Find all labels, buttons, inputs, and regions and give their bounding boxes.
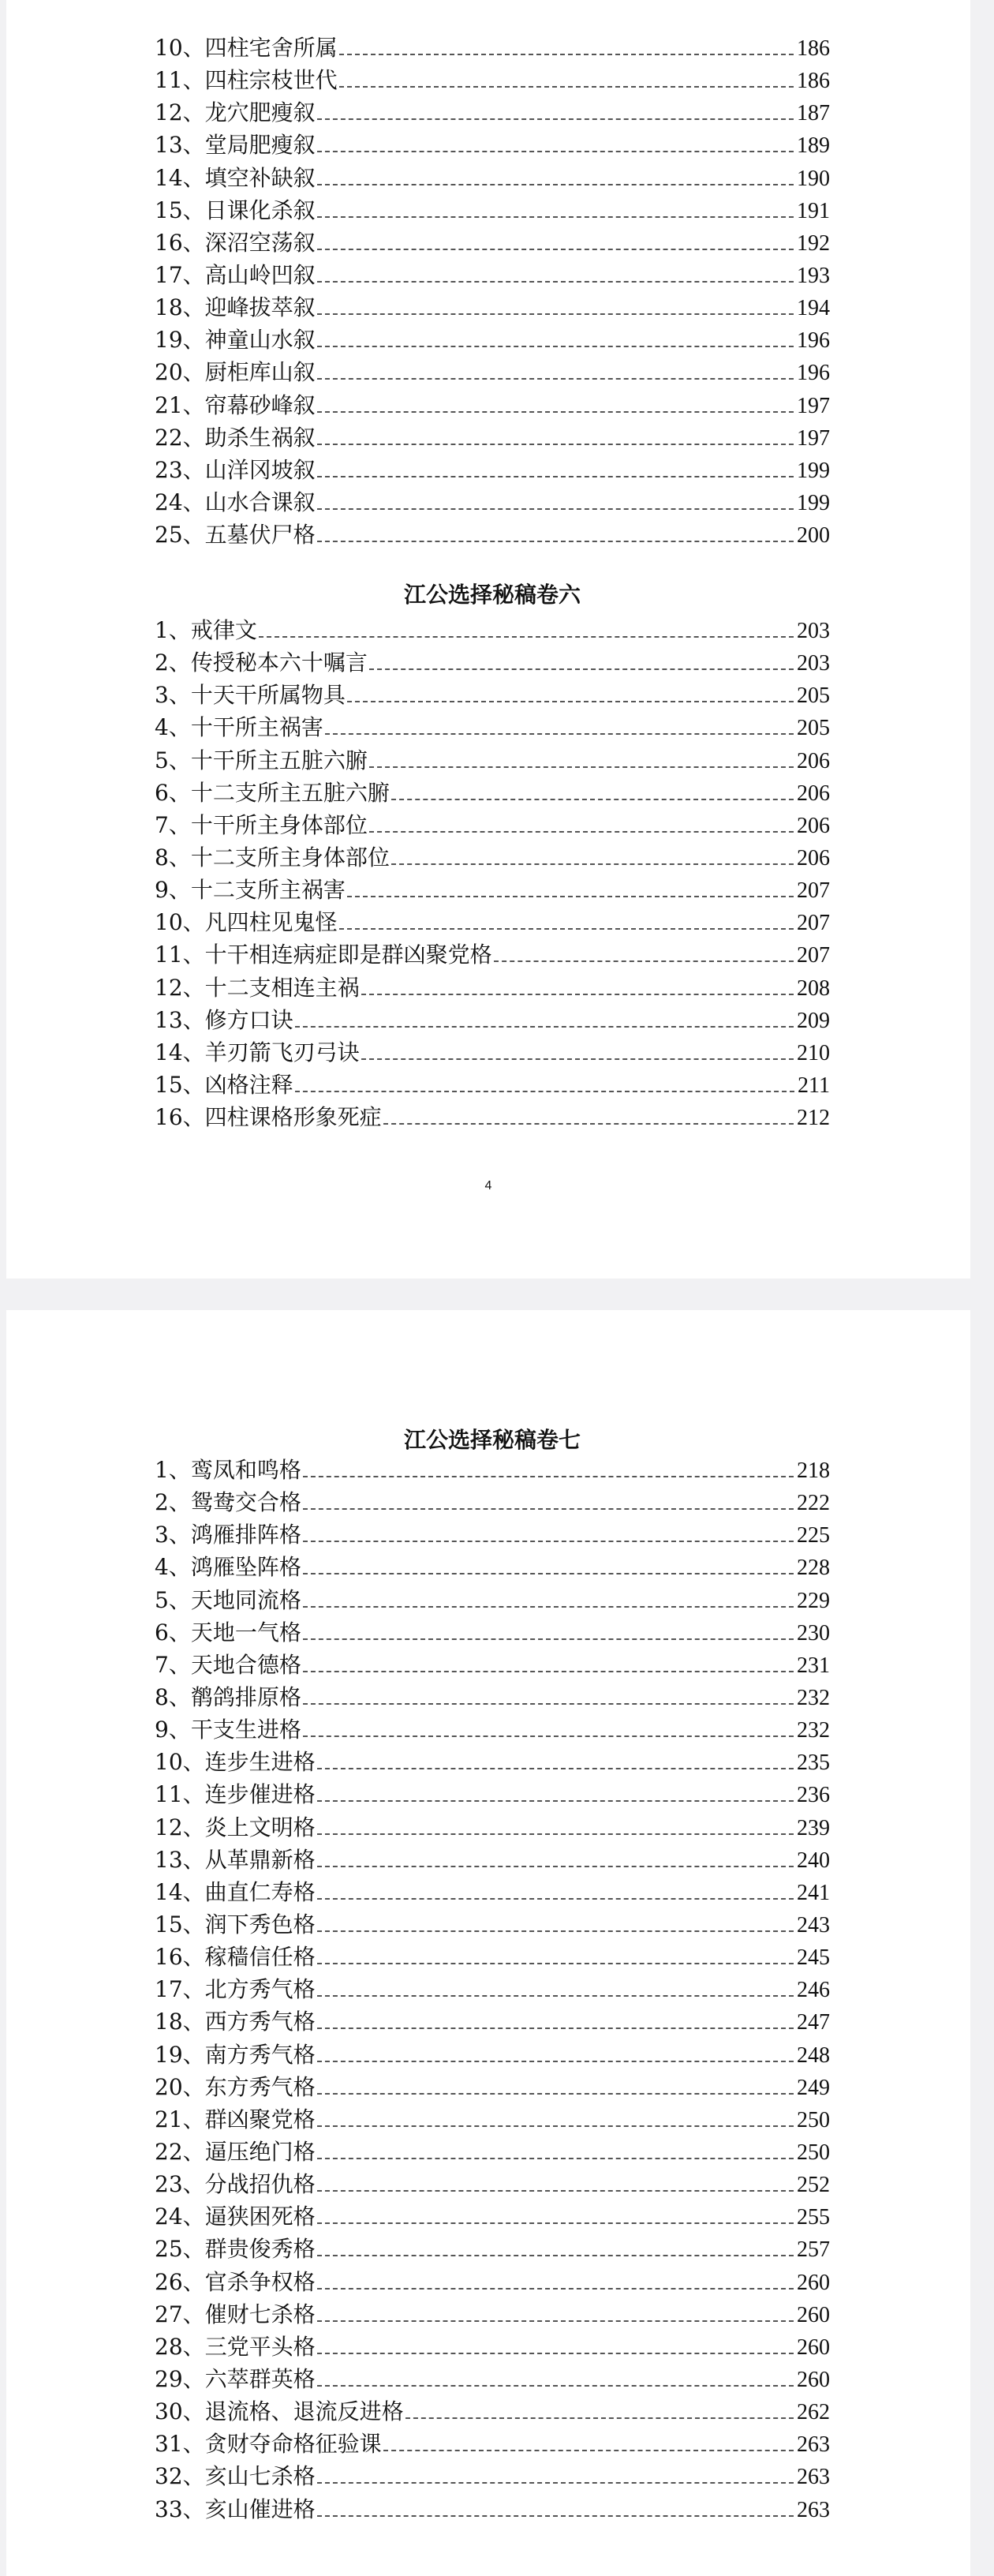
dashed-leader [369,766,794,768]
toc-entry-label: 3、鸿雁排阵格 [155,1522,301,1548]
dashed-leader [317,1930,794,1932]
section-title-volume-six: 江公选择秘稿卷六 [403,582,581,608]
toc-entry [155,1036,830,1069]
toc-entry [155,1811,830,1844]
toc-entry-label: 10、四柱宅舍所属 [155,35,338,61]
toc-entry-page-number: 246 [797,1978,830,2003]
toc-entry-label: 20、厨柜库山叙 [155,359,316,386]
toc-entry-page-number: 250 [797,2140,830,2165]
toc-entry [155,2071,830,2103]
dashed-leader [317,2125,794,2127]
dashed-leader [317,2288,794,2290]
toc-entry [155,2266,830,2298]
toc-entry [155,1551,830,1583]
toc-entry-label: 15、凶格注释 [155,1071,293,1098]
toc-entry-label: 7、天地合德格 [155,1651,301,1678]
dashed-leader [361,994,794,995]
toc-entry [155,32,830,64]
toc-entry [155,1778,830,1810]
toc-entry-label: 10、连步生进格 [155,1749,316,1776]
toc-entry-page-number: 260 [797,2334,830,2360]
toc-entry [155,2200,830,2233]
toc-entry-page-number: 260 [797,2302,830,2327]
dashed-leader [295,1026,794,1028]
dashed-leader [317,2515,794,2517]
dashed-leader [317,313,794,315]
toc-entry-page-number: 197 [797,425,830,451]
toc-entry [155,1616,830,1649]
toc-entry-page-number: 230 [797,1620,830,1646]
toc-entry-page-number: 209 [797,1008,830,1033]
toc-entry-label: 6、十二支所主五脏六腑 [155,779,390,806]
dashed-leader [303,1541,794,1542]
toc-entry-page-number: 257 [797,2237,830,2263]
dashed-leader [317,184,794,185]
toc-entry-label: 14、曲直仁寿格 [155,1878,316,1905]
page-number: 4 [484,1179,492,1193]
toc-entry-page-number: 206 [797,781,830,806]
toc-entry [155,1876,830,1908]
dashed-leader [317,1866,794,1867]
toc-entry-page-number: 212 [797,1106,830,1131]
toc-entry [155,1681,830,1713]
toc-entry-page-number: 255 [797,2205,830,2230]
dashed-leader [383,2450,794,2451]
toc-entry-label: 11、四柱宗枝世代 [155,67,338,94]
toc-entry [155,744,830,777]
dashed-leader [317,2353,794,2354]
toc-entry [155,614,830,646]
toc-entry-label: 21、群凶聚党格 [155,2106,316,2132]
toc-entry-page-number: 232 [797,1685,830,1710]
toc-entry [155,1844,830,1876]
toc-entry-label: 25、群贵俊秀格 [155,2236,316,2263]
toc-entry-label: 19、南方秀气格 [155,2041,316,2068]
toc-entry [155,1746,830,1778]
toc-entry [155,2428,830,2460]
dashed-leader [303,1508,794,1510]
toc-entry-label: 2、鸳鸯交合格 [155,1489,301,1516]
toc-entry-label: 5、天地同流格 [155,1586,301,1613]
toc-entry [155,291,830,324]
toc-entry [155,2039,830,2071]
dashed-leader [317,1898,794,1900]
toc-entry-page-number: 186 [797,36,830,61]
dashed-leader [317,118,794,120]
toc-entry-page-number: 263 [797,2497,830,2522]
toc-list-volume-six [155,614,830,1133]
toc-entry-label: 26、官杀争权格 [155,2268,316,2295]
toc-entry-label: 8、鹡鸽排原格 [155,1683,301,1710]
toc-entry-page-number: 199 [797,490,830,515]
dashed-leader [317,2190,794,2192]
toc-entry-label: 18、西方秀气格 [155,2009,316,2035]
toc-entry [155,2460,830,2492]
toc-entry [155,2103,830,2136]
toc-entry-label: 7、十干所主身体部位 [155,811,368,838]
dashed-leader [339,86,794,88]
dashed-leader [259,636,794,638]
toc-list-volume-seven [155,1454,830,2525]
dashed-leader [317,1768,794,1769]
toc-entry [155,2233,830,2265]
toc-entry [155,711,830,743]
toc-entry [155,454,830,486]
dashed-leader [317,216,794,218]
dashed-leader [317,1995,794,1997]
toc-entry-label: 5、十干所主五脏六腑 [155,747,368,773]
toc-entry [155,1486,830,1518]
toc-entry-page-number: 203 [797,619,830,643]
toc-entry [155,162,830,194]
toc-entry [155,1518,830,1551]
toc-entry-page-number: 210 [797,1040,830,1065]
toc-entry [155,906,830,938]
dashed-leader [317,2093,794,2095]
toc-entry-page-number: 222 [797,1491,830,1516]
toc-entry-label: 19、神童山水叙 [155,327,316,354]
toc-entry-label: 3、十天干所属物具 [155,682,346,709]
toc-entry-page-number: 225 [797,1523,830,1548]
toc-entry [155,1973,830,2005]
toc-entry-label: 22、助杀生祸叙 [155,424,316,451]
toc-entry [155,129,830,161]
dashed-leader [317,1833,794,1835]
toc-entry-label: 1、鸾凤和鸣格 [155,1457,301,1483]
toc-entry-label: 20、东方秀气格 [155,2073,316,2100]
dashed-leader [325,733,794,735]
toc-entry-label: 8、十二支所主身体部位 [155,844,390,871]
toc-entry-label: 33、亥山催进格 [155,2496,316,2522]
toc-entry-page-number: 218 [797,1458,830,1483]
toc-entry [155,96,830,129]
toc-entry-page-number: 239 [797,1815,830,1840]
toc-entry-page-number: 263 [797,2465,830,2490]
toc-entry [155,1713,830,1746]
toc-entry [155,2363,830,2395]
dashed-leader [317,2482,794,2484]
toc-entry [155,356,830,388]
toc-entry-label: 13、堂局肥瘦叙 [155,132,316,159]
toc-entry-label: 15、日课化杀叙 [155,197,316,223]
dashed-leader [317,2255,794,2256]
toc-entry-label: 15、润下秀色格 [155,1911,316,1938]
toc-entry-label: 11、十干相连病症即是群凶聚党格 [155,942,492,968]
toc-entry-page-number: 186 [797,69,830,94]
toc-entry [155,809,830,841]
dashed-leader [339,928,794,930]
toc-entry-page-number: 236 [797,1783,830,1808]
dashed-leader [303,1735,794,1737]
toc-entry-page-number: 232 [797,1718,830,1743]
toc-entry-page-number: 235 [797,1750,830,1776]
dashed-leader [317,281,794,283]
toc-entry-label: 11、连步催进格 [155,1781,316,1808]
toc-entry-label: 23、分战招仇格 [155,2171,316,2198]
toc-entry-page-number: 262 [797,2400,830,2425]
toc-entry-page-number: 207 [797,943,830,968]
toc-entry-label: 14、填空补缺叙 [155,164,316,191]
toc-entry-page-number: 250 [797,2107,830,2132]
toc-entry-label: 16、稼穑信任格 [155,1944,316,1971]
toc-entry-page-number: 199 [797,458,830,483]
toc-entry-label: 12、龙穴肥瘦叙 [155,99,316,126]
dashed-leader [317,249,794,250]
toc-entry-page-number: 196 [797,361,830,386]
toc-entry [155,2493,830,2525]
toc-entry [155,874,830,906]
toc-entry-label: 16、四柱课格形象死症 [155,1104,382,1131]
dashed-leader [317,2027,794,2029]
toc-entry [155,2395,830,2428]
toc-entry [155,1649,830,1681]
dashed-leader [347,896,794,897]
toc-entry-page-number: 205 [797,716,830,741]
dashed-leader [295,1091,794,1092]
dashed-leader [347,701,794,702]
toc-entry-page-number: 228 [797,1556,830,1581]
toc-entry [155,1454,830,1486]
toc-entry-label: 23、山洋冈坡叙 [155,456,316,483]
toc-entry-label: 12、十二支相连主祸 [155,974,360,1001]
toc-entry-label: 32、亥山七杀格 [155,2463,316,2490]
dashed-leader [317,378,794,380]
dashed-leader [494,960,794,962]
dashed-leader [317,508,794,510]
toc-entry [155,2168,830,2200]
toc-entry-label: 13、从革鼎新格 [155,1846,316,1873]
toc-entry [155,938,830,971]
toc-entry-page-number: 249 [797,2075,830,2100]
dashed-leader [405,2417,794,2419]
toc-entry-label: 16、深沼空荡叙 [155,229,316,256]
toc-entry-page-number: 243 [797,1912,830,1938]
toc-entry-page-number: 208 [797,975,830,1001]
toc-entry-page-number: 203 [797,651,830,676]
toc-entry [155,2136,830,2168]
toc-entry-page-number: 187 [797,101,830,126]
toc-entry-page-number: 206 [797,748,830,773]
toc-entry-label: 18、迎峰拔萃叙 [155,294,316,321]
toc-entry-page-number: 205 [797,683,830,709]
toc-entry-label: 14、羊刃箭飞刃弓诀 [155,1039,360,1065]
toc-entry-page-number: 260 [797,2270,830,2295]
toc-entry [155,259,830,291]
toc-entry-label: 27、催财七杀格 [155,2301,316,2327]
dashed-leader [303,1671,794,1672]
toc-entry-label: 24、山水合课叙 [155,489,316,515]
section-title-volume-seven: 江公选择秘稿卷七 [403,1427,581,1453]
toc-entry-page-number: 193 [797,263,830,288]
dashed-leader [303,1573,794,1574]
dashed-leader [317,1963,794,1964]
toc-entry [155,324,830,356]
toc-entry-page-number: 207 [797,878,830,904]
toc-entry-page-number: 263 [797,2432,830,2458]
toc-entry-label: 28、三党平头格 [155,2333,316,2360]
toc-entry-page-number: 200 [797,523,830,549]
dashed-leader [303,1606,794,1608]
toc-entry-label: 6、天地一气格 [155,1619,301,1646]
toc-entry [155,646,830,679]
toc-entry-page-number: 206 [797,845,830,871]
toc-entry-page-number: 207 [797,911,830,936]
toc-entry-label: 9、十二支所主祸害 [155,877,346,904]
toc-entry [155,2331,830,2363]
toc-entry-label: 24、逼狭困死格 [155,2203,316,2230]
dashed-leader [317,346,794,347]
toc-entry-page-number: 194 [797,296,830,321]
toc-entry-page-number: 189 [797,133,830,159]
toc-entry [155,1584,830,1616]
dashed-leader [317,444,794,445]
dashed-leader [317,1800,794,1802]
document-page-4 [6,0,970,1279]
toc-entry-label: 1、戒律文 [155,617,257,643]
dashed-leader [317,2061,794,2062]
dashed-leader [303,1476,794,1477]
toc-entry-page-number: 247 [797,2010,830,2035]
toc-entry [155,2298,830,2331]
toc-entry-page-number: 240 [797,1848,830,1873]
toc-entry-label: 4、鸿雁坠阵格 [155,1554,301,1581]
dashed-leader [317,476,794,477]
toc-entry-label: 25、五墓伏尸格 [155,522,316,549]
dashed-leader [391,799,794,800]
toc-entry-page-number: 241 [797,1880,830,1905]
toc-entry-page-number: 196 [797,328,830,354]
toc-entry-page-number: 260 [797,2367,830,2392]
toc-entry [155,1004,830,1036]
toc-entry [155,389,830,421]
dashed-leader [317,2158,794,2159]
dashed-leader [317,2320,794,2322]
toc-entry-label: 31、贪财夺命格征验课 [155,2431,382,2458]
toc-entry-page-number: 248 [797,2042,830,2068]
toc-entry [155,841,830,874]
dashed-leader [317,2222,794,2224]
toc-entry-page-number: 206 [797,813,830,838]
toc-entry [155,64,830,96]
toc-entry-label: 13、修方口诀 [155,1006,293,1033]
toc-entry-label: 17、高山岭凹叙 [155,261,316,288]
document-page-5 [6,1310,970,2576]
toc-entry-page-number: 192 [797,230,830,256]
toc-entry-page-number: 197 [797,393,830,418]
toc-entry-label: 22、逼压绝门格 [155,2138,316,2165]
toc-entry [155,194,830,227]
toc-entry-label: 4、十干所主祸害 [155,714,323,741]
toc-entry [155,519,830,551]
dashed-leader [317,151,794,152]
toc-entry [155,2005,830,2038]
toc-entry-page-number: 190 [797,166,830,191]
toc-entry [155,1908,830,1941]
toc-entry [155,1101,830,1133]
toc-entry [155,972,830,1004]
dashed-leader [339,54,794,55]
dashed-leader [303,1638,794,1640]
toc-entry-page-number: 229 [797,1588,830,1613]
dashed-leader [369,831,794,833]
toc-entry [155,679,830,711]
toc-entry-label: 9、干支生进格 [155,1717,301,1743]
toc-entry-label: 29、六萃群英格 [155,2365,316,2392]
toc-entry-page-number: 231 [797,1653,830,1678]
toc-entry [155,227,830,259]
toc-entry-page-number: 211 [798,1073,830,1098]
toc-entry [155,1069,830,1101]
toc-entry-label: 21、帘幕砂峰叙 [155,391,316,418]
toc-entry [155,486,830,519]
dashed-leader [369,668,794,670]
toc-entry [155,1941,830,1973]
dashed-leader [361,1058,794,1060]
dashed-leader [391,863,794,865]
dashed-leader [383,1123,794,1125]
toc-list-continued [155,32,830,551]
dashed-leader [317,541,794,542]
toc-entry-page-number: 252 [797,2173,830,2198]
toc-entry-label: 17、北方秀气格 [155,1976,316,2003]
dashed-leader [303,1703,794,1705]
toc-entry-page-number: 245 [797,1945,830,1971]
toc-entry-label: 10、凡四柱见鬼怪 [155,909,338,936]
toc-entry-label: 12、炎上文明格 [155,1814,316,1840]
toc-entry [155,421,830,454]
dashed-leader [317,411,794,413]
toc-entry-label: 30、退流格、退流反进格 [155,2398,404,2425]
toc-entry-label: 2、传授秘本六十嘱言 [155,650,368,676]
toc-entry-page-number: 191 [797,198,830,223]
toc-entry [155,777,830,809]
dashed-leader [317,2385,794,2387]
